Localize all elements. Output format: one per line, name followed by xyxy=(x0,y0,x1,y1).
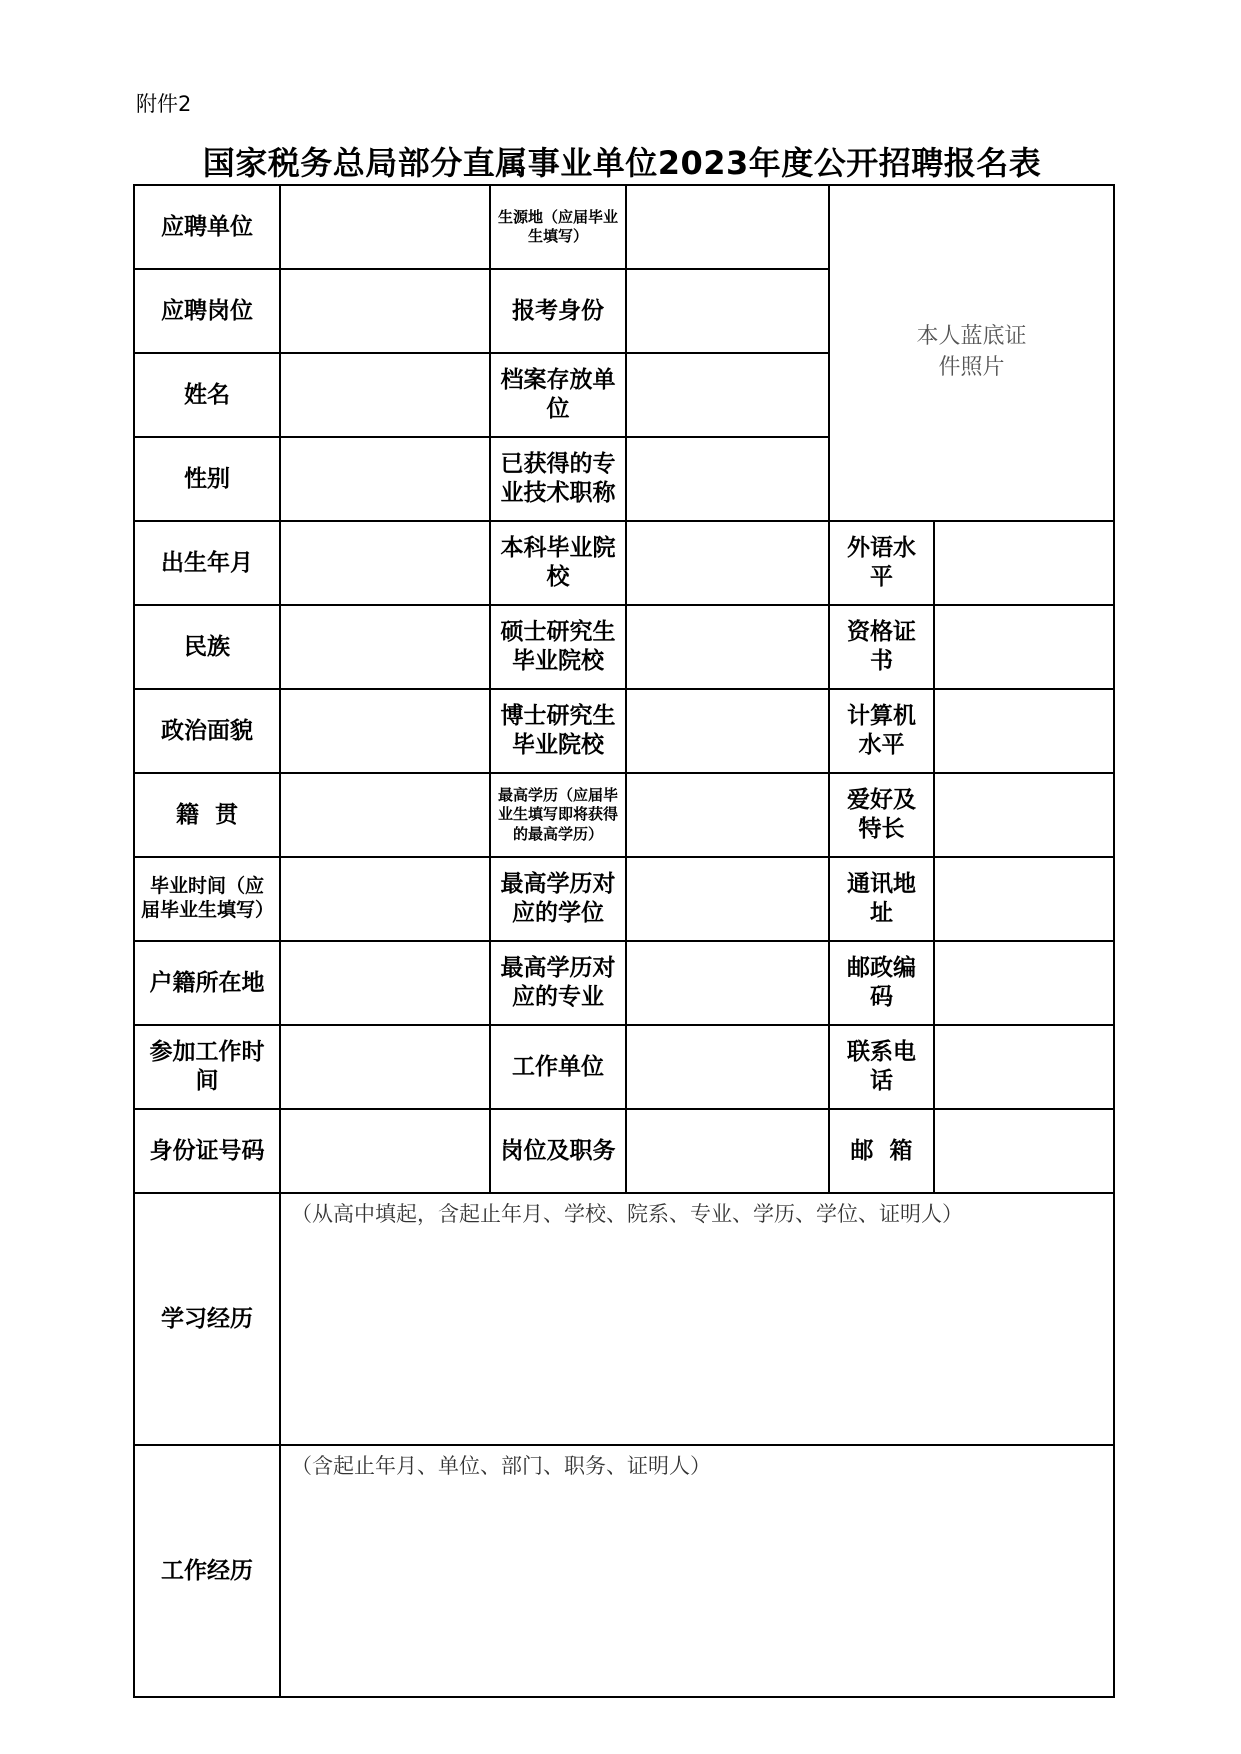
post-duty-field[interactable] xyxy=(626,1109,829,1193)
hukou-field[interactable] xyxy=(280,941,490,1025)
postcode-field[interactable] xyxy=(934,941,1114,1025)
label-post-duty: 岗位及职务 xyxy=(490,1109,626,1193)
label-address: 通讯地址 xyxy=(829,857,934,941)
name-field[interactable] xyxy=(280,353,490,437)
certificate-field[interactable] xyxy=(934,605,1114,689)
master-school-field[interactable] xyxy=(626,605,829,689)
archive-unit-field[interactable] xyxy=(626,353,829,437)
label-hobby: 爱好及特长 xyxy=(829,773,934,857)
native-place-field[interactable] xyxy=(280,773,490,857)
label-hukou: 户籍所在地 xyxy=(134,941,280,1025)
row-hukou xyxy=(134,941,1114,1025)
row-work-start xyxy=(134,1025,1114,1109)
apply-unit-field[interactable] xyxy=(280,185,490,269)
label-identity: 报考身份 xyxy=(490,269,626,353)
label-study-history: 学习经历 xyxy=(134,1193,280,1445)
label-highest-degree: 最高学历对应的学位 xyxy=(490,857,626,941)
label-birth: 出生年月 xyxy=(134,521,280,605)
label-id-number: 身份证号码 xyxy=(134,1109,280,1193)
origin-field[interactable] xyxy=(626,185,829,269)
bachelor-school-field[interactable] xyxy=(626,521,829,605)
label-postcode: 邮政编码 xyxy=(829,941,934,1025)
ethnicity-field[interactable] xyxy=(280,605,490,689)
row-ethnicity xyxy=(134,605,1114,689)
address-field[interactable] xyxy=(934,857,1114,941)
row-apply-unit xyxy=(134,185,1114,269)
row-native-place xyxy=(134,773,1114,857)
grad-time-field[interactable] xyxy=(280,857,490,941)
label-highest-major: 最高学历对应的专业 xyxy=(490,941,626,1025)
id-number-field[interactable] xyxy=(280,1109,490,1193)
label-email: 邮 箱 xyxy=(829,1109,934,1193)
label-name: 姓名 xyxy=(134,353,280,437)
computer-field[interactable] xyxy=(934,689,1114,773)
birth-field[interactable] xyxy=(280,521,490,605)
photo-box[interactable] xyxy=(829,185,1114,521)
title-obtained-field[interactable] xyxy=(626,437,829,521)
label-origin: 生源地（应届毕业生填写） xyxy=(490,185,626,269)
gender-field[interactable] xyxy=(280,437,490,521)
label-phone: 联系电话 xyxy=(829,1025,934,1109)
row-id-number xyxy=(134,1109,1114,1193)
label-gender: 性别 xyxy=(134,437,280,521)
identity-field[interactable] xyxy=(626,269,829,353)
politics-field[interactable] xyxy=(280,689,490,773)
study-history-hint: （从高中填起，含起止年月、学校、院系、专业、学历、学位、证明人） xyxy=(291,1202,963,1226)
language-field[interactable] xyxy=(934,521,1114,605)
label-apply-post: 应聘岗位 xyxy=(134,269,280,353)
label-computer: 计算机水平 xyxy=(829,689,934,773)
phone-field[interactable] xyxy=(934,1025,1114,1109)
highest-major-field[interactable] xyxy=(626,941,829,1025)
label-grad-time: 毕业时间（应届毕业生填写） xyxy=(134,857,280,941)
work-unit-field[interactable] xyxy=(626,1025,829,1109)
highest-degree-field[interactable] xyxy=(626,857,829,941)
label-highest-edu: 最高学历（应届毕业生填写即将获得的最高学历） xyxy=(490,773,626,857)
row-grad-time xyxy=(134,857,1114,941)
label-language: 外语水平 xyxy=(829,521,934,605)
label-native-place: 籍 贯 xyxy=(134,773,280,857)
hobby-field[interactable] xyxy=(934,773,1114,857)
row-work-history xyxy=(134,1445,1114,1697)
apply-post-field[interactable] xyxy=(280,269,490,353)
attachment-label: 附件2 xyxy=(136,92,192,116)
label-work-start: 参加工作时间 xyxy=(134,1025,280,1109)
label-archive-unit: 档案存放单位 xyxy=(490,353,626,437)
row-birth xyxy=(134,521,1114,605)
label-doctor-school: 博士研究生毕业院校 xyxy=(490,689,626,773)
label-apply-unit: 应聘单位 xyxy=(134,185,280,269)
highest-edu-field[interactable] xyxy=(626,773,829,857)
form-title: 国家税务总局部分直属事业单位2023年度公开招聘报名表 xyxy=(202,144,1042,182)
registration-form xyxy=(133,184,1115,1698)
email-field[interactable] xyxy=(934,1109,1114,1193)
label-work-unit: 工作单位 xyxy=(490,1025,626,1109)
label-title-obtained: 已获得的专业技术职称 xyxy=(490,437,626,521)
label-bachelor-school: 本科毕业院校 xyxy=(490,521,626,605)
doctor-school-field[interactable] xyxy=(626,689,829,773)
label-politics: 政治面貌 xyxy=(134,689,280,773)
label-ethnicity: 民族 xyxy=(134,605,280,689)
label-master-school: 硕士研究生毕业院校 xyxy=(490,605,626,689)
work-history-field[interactable] xyxy=(280,1445,1114,1697)
label-certificate: 资格证书 xyxy=(829,605,934,689)
work-history-hint: （含起止年月、单位、部门、职务、证明人） xyxy=(291,1454,711,1478)
photo-hint: 本人蓝底证件照片 xyxy=(916,324,1027,380)
work-start-field[interactable] xyxy=(280,1025,490,1109)
label-work-history: 工作经历 xyxy=(134,1445,280,1697)
row-study-history xyxy=(134,1193,1114,1445)
study-history-field[interactable] xyxy=(280,1193,1114,1445)
row-politics xyxy=(134,689,1114,773)
